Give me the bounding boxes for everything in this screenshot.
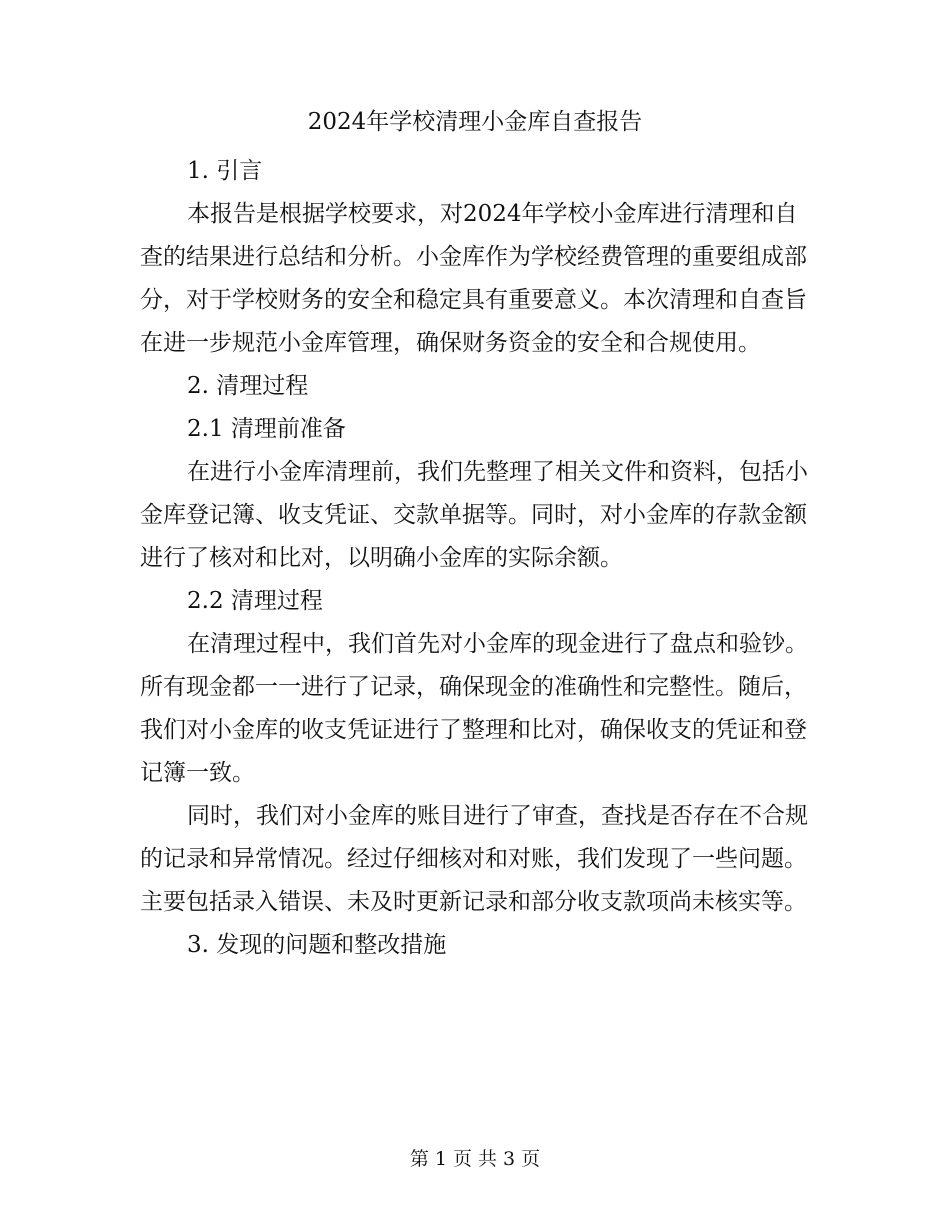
page-number-footer: 第 1 页 共 3 页 — [409, 1148, 541, 1170]
section-2-heading: 2. 清理过程 — [187, 373, 309, 399]
section-2-2-heading: 2.2 清理过程 — [187, 588, 323, 614]
document-body — [140, 150, 810, 967]
section-1-paragraph: 本报告是根据学校要求，对2024年学校小金库进行清理和自查的结果进行总结和分析。小金库作为学校经费管理的重要组成部分，对于学校财务的安全和稳定具有重要意义。本次清理和自查旨在进一步规范小金库管理，确保财务资金的安全和合规使用。 — [140, 201, 807, 356]
document-title: 2024年学校清理小金库自查报告 — [307, 109, 643, 135]
section-3-heading: 3. 发现的问题和整改措施 — [187, 932, 447, 958]
section-2-2-paragraph-2: 同时，我们对小金库的账目进行了审查，查找是否存在不合规的记录和异常情况。经过仔细核对和对账，我们发现了一些问题。主要包括录入错误、未及时更新记录和部分收支款项尚未核实等。 — [140, 803, 808, 915]
section-1-heading: 1. 引言 — [187, 158, 263, 184]
section-2-1-paragraph: 在进行小金库清理前，我们先整理了相关文件和资料，包括小金库登记簿、收支凭证、交款单据等。同时，对小金库的存款金额进行了核对和比对，以明确小金库的实际余额。 — [140, 459, 808, 571]
section-2-1-heading: 2.1 清理前准备 — [187, 416, 346, 442]
section-2-2-paragraph-1: 在清理过程中，我们首先对小金库的现金进行了盘点和验钞。所有现金都一一进行了记录，确保现金的准确性和完整性。随后，我们对小金库的收支凭证进行了整理和比对，确保收支的凭证和登记簿一致。 — [140, 631, 808, 786]
